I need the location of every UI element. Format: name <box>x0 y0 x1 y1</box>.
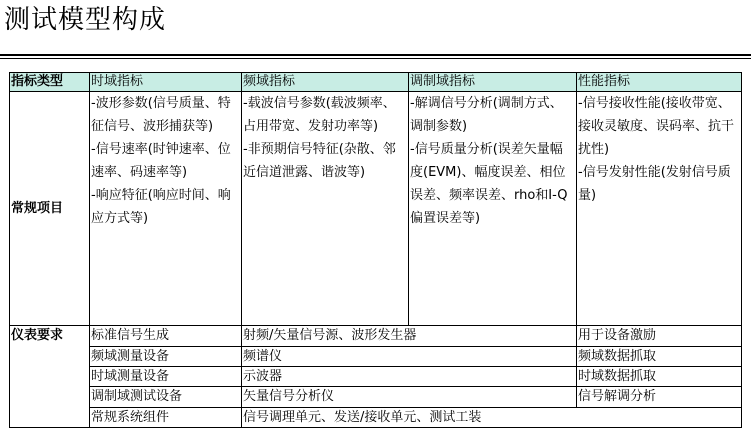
list-item: -非预期信号特征(杂散、邻近信道泄露、谐波等) <box>243 142 396 181</box>
frequency-domain-cell <box>242 92 409 326</box>
header-performance: 性能指标 <box>577 73 742 92</box>
regular-items-label: 常规项目 <box>10 92 90 326</box>
instrument-type: 常规系统组件 <box>90 407 242 427</box>
instrument-use: 信号解调分析 <box>577 387 742 407</box>
instrument-use: 用于设备激励 <box>577 326 742 346</box>
header-frequency-domain: 频域指标 <box>242 73 409 92</box>
instrument-device: 矢量信号分析仪 <box>242 387 577 407</box>
header-indicator-type: 指标类型 <box>10 73 90 92</box>
table-row <box>10 387 742 407</box>
modulation-domain-cell <box>409 92 577 326</box>
table-row <box>10 366 742 386</box>
table-row <box>10 346 742 366</box>
table-row <box>10 407 742 427</box>
instrument-type: 时域测量设备 <box>90 366 242 386</box>
instrument-device: 射频/矢量信号源、波形发生器 <box>242 326 577 346</box>
list-item: -信号速率(时钟速率、位速率、码速率等) <box>91 142 231 181</box>
table-header-row <box>10 73 742 92</box>
page-title: 测试模型构成 <box>4 5 167 35</box>
title-divider-thin <box>0 58 751 59</box>
list-item: -信号质量分析(误差矢量幅度(EVM)、幅度误差、相位误差、频率误差、rho和I-Q偏置误差等) <box>410 142 568 227</box>
instrument-requirements-label: 仪表要求 <box>10 326 90 428</box>
instrument-device: 信号调理单元、发送/接收单元、测试工装 <box>242 407 742 427</box>
table-row <box>10 326 742 346</box>
list-item: -信号接收性能(接收带宽、接收灵敏度、误码率、抗干扰性) <box>578 96 735 158</box>
header-modulation-domain: 调制域指标 <box>409 73 577 92</box>
time-domain-cell <box>90 92 242 326</box>
list-item: -响应特征(响应时间、响应方式等) <box>91 188 231 227</box>
instrument-type: 标准信号生成 <box>90 326 242 346</box>
instrument-device: 频谱仪 <box>242 346 577 366</box>
header-time-domain: 时域指标 <box>90 73 242 92</box>
instrument-use: 频域数据抓取 <box>577 346 742 366</box>
instrument-type: 频域测量设备 <box>90 346 242 366</box>
list-item: -解调信号分析(调制方式、调制参数) <box>410 96 563 135</box>
instrument-use: 时域数据抓取 <box>577 366 742 386</box>
performance-cell <box>577 92 742 326</box>
regular-items-row <box>10 92 742 326</box>
instrument-type: 调制域测试设备 <box>90 387 242 407</box>
list-item: -载波信号参数(载波频率、占用带宽、发射功率等) <box>243 96 396 135</box>
list-item: -信号发射性能(发射信号质量) <box>578 165 731 204</box>
instrument-device: 示波器 <box>242 366 577 386</box>
list-item: -波形参数(信号质量、特征信号、波形捕获等) <box>91 96 231 135</box>
title-divider <box>0 54 751 56</box>
test-model-table <box>9 72 742 428</box>
